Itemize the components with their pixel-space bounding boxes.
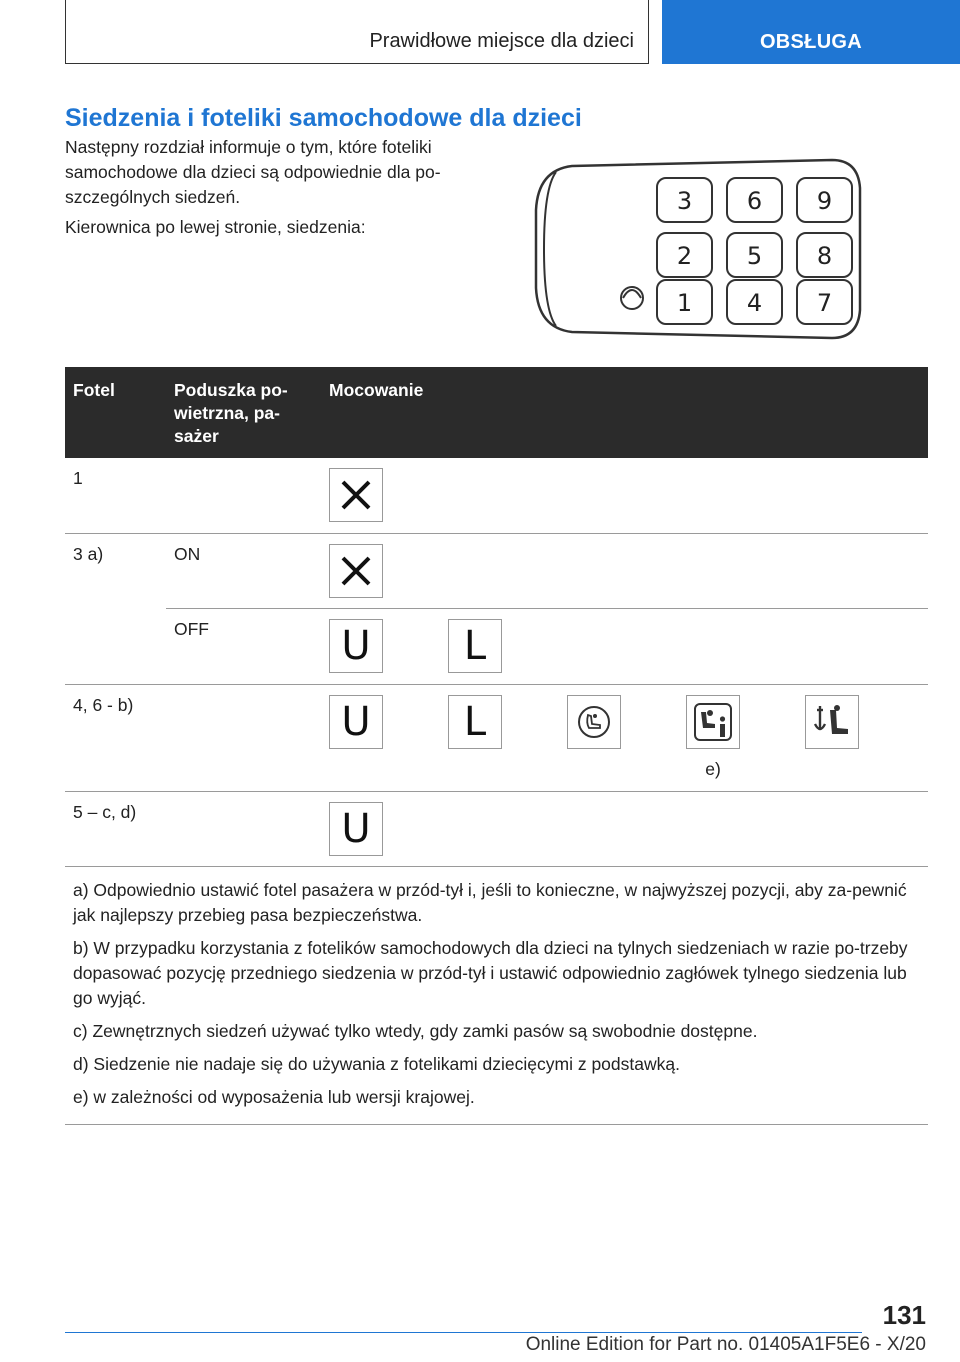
- header-chapter-tab[interactable]: OBSŁUGA: [662, 0, 960, 64]
- seat-number-3: 3: [676, 187, 693, 215]
- seat-number-5: 5: [746, 242, 763, 270]
- anchor-child-seat-icon: [805, 695, 859, 749]
- header-section-title: Prawidłowe miejsce dla dzieci: [369, 30, 634, 52]
- car-body-outline: [536, 160, 860, 338]
- car-front-outline: [544, 172, 556, 326]
- icon-footnote-caption: e): [705, 758, 721, 779]
- seat-number-2: 2: [676, 242, 693, 270]
- column-header-seat: Fotel: [65, 367, 166, 458]
- universal-u-letter: U: [341, 622, 371, 669]
- footnote-c: c) Zewnętrznych siedzeń używać tylko wtedy, gdy zamki pasów są swobodnie dostępne.: [73, 1021, 758, 1041]
- table-row: [65, 791, 928, 866]
- mounting-cell: [321, 533, 928, 608]
- airbag-cell: OFF: [166, 608, 321, 684]
- child-seat-info-icon: [686, 695, 740, 749]
- child-seat-fitting-table: [65, 367, 928, 867]
- seat-number-7: 7: [816, 289, 833, 317]
- footnote-a: a) Odpowiednio ustawić fotel pasażera w przód-tył i, jeśli to konieczne, w najwyższej pozycji, aby za-pewnić jak najlepszy przebieg pasa bezpieczeństwa.: [73, 880, 907, 925]
- universal-u-icon: [329, 802, 383, 856]
- semi-universal-l-icon: [448, 619, 502, 673]
- seat-number-4: 4: [746, 289, 763, 317]
- x-icon: [329, 468, 383, 522]
- universal-u-icon: [329, 695, 383, 749]
- seat-cell: 3 a): [73, 543, 104, 564]
- mounting-cell: [321, 608, 928, 684]
- footnote-e: e) w zależności od wyposażenia lub wersji krajowej.: [73, 1087, 475, 1107]
- seat-number-1: 1: [676, 289, 693, 317]
- edition-footer: Online Edition for Part no. 01405A1F5E6 - X/20: [525, 1334, 926, 1355]
- footnote-b: b) W przypadku korzystania z fotelików samochodowych dla dzieci na tylnych siedzeniach w razie po-trzeby dopasować pozycję przedniego siedzenia w przód-tył i ustawić odpowiednio zagłówek tylnego siedzenia lub go wyjąć.: [73, 938, 908, 1008]
- airbag-cell: [166, 458, 321, 533]
- footnotes: [65, 866, 928, 1125]
- table-row: [65, 533, 928, 608]
- table-row: [65, 684, 928, 791]
- page-title: Siedzenia i foteliki samochodowe dla dzieci: [65, 104, 582, 132]
- header-section-box: [65, 0, 649, 64]
- seat-number-8: 8: [816, 242, 833, 270]
- intro-paragraph: Następny rozdział informuje o tym, które foteliki samochodowe dla dzieci są odpowiednie dla po-szczególnych siedzeń.: [65, 137, 441, 207]
- seat-cell: [65, 608, 166, 684]
- intro-seats-label: Kierownica po lewej stronie, siedzenia:: [65, 217, 366, 237]
- steering-wheel-icon: [621, 287, 643, 309]
- universal-u-icon: [329, 619, 383, 673]
- semi-universal-l-letter: L: [463, 622, 487, 669]
- table-header-row: [65, 367, 928, 458]
- isize-icon: [567, 695, 621, 749]
- table-row: [65, 458, 928, 533]
- mounting-cell: [321, 458, 928, 533]
- airbag-cell: [166, 791, 321, 866]
- seat-cell: 1: [65, 458, 166, 533]
- column-header-mounting: Mocowanie: [321, 367, 928, 458]
- airbag-cell: ON: [166, 533, 321, 608]
- column-header-airbag: Poduszka po-wietrzna, pa-sażer: [166, 367, 321, 458]
- semi-universal-l-icon: [448, 695, 502, 749]
- universal-u-letter: U: [341, 698, 371, 745]
- footer-divider: [65, 1332, 862, 1333]
- semi-universal-l-letter: L: [463, 698, 487, 745]
- mounting-cell: [321, 791, 928, 866]
- seat-number-9: 9: [816, 187, 833, 215]
- seat-layout-diagram: [532, 158, 862, 340]
- x-icon: [329, 544, 383, 598]
- page-number: 131: [882, 1300, 926, 1330]
- seat-number-6: 6: [746, 187, 763, 215]
- airbag-cell: [166, 684, 321, 791]
- mounting-cell: [321, 684, 928, 791]
- seat-cell: 5 – c, d): [65, 791, 166, 866]
- seat-cell: 4, 6 - b): [65, 684, 166, 791]
- table-row: [65, 608, 928, 684]
- universal-u-letter: U: [341, 805, 371, 852]
- footnote-d: d) Siedzenie nie nadaje się do używania z fotelikami dziecięcymi z podstawką.: [73, 1054, 680, 1074]
